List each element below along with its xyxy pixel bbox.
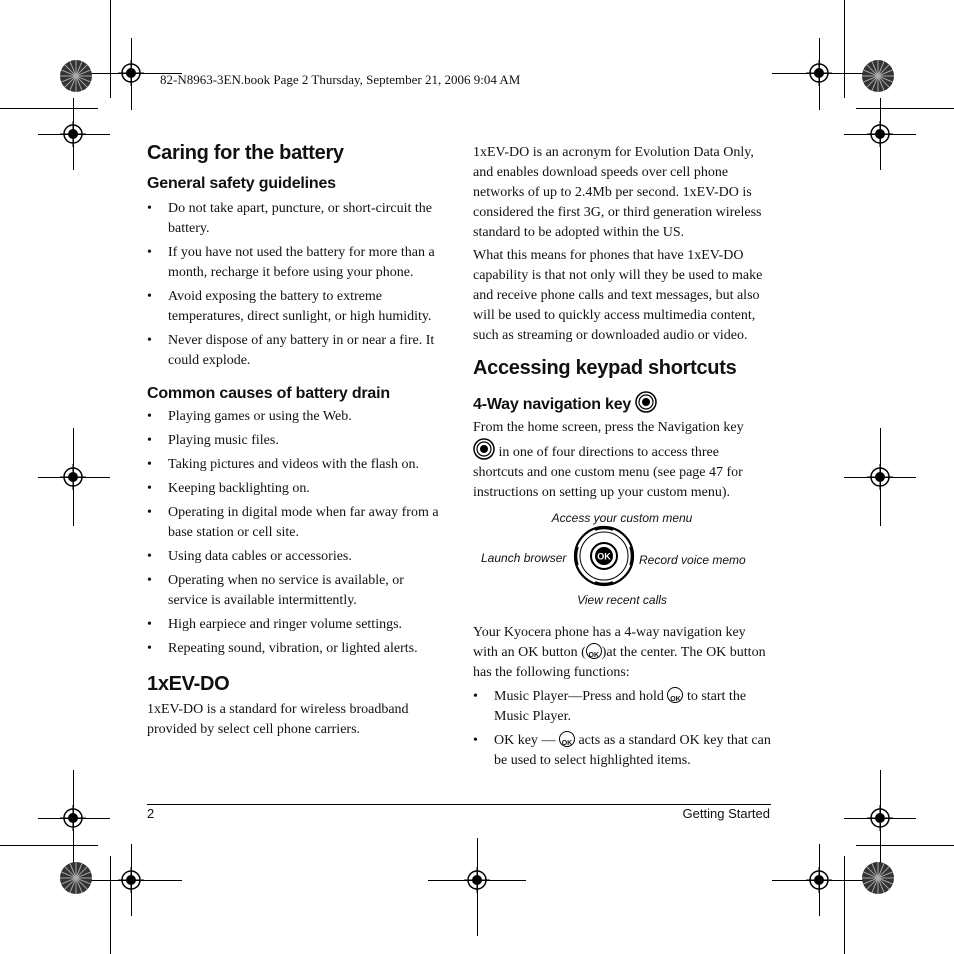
list-item: • Repeating sound, vibration, or lighted alerts. — [147, 639, 447, 659]
list-item: • Using data cables or accessories. — [147, 547, 447, 567]
list-item: • Avoid exposing the battery to extreme temperatures, direct sunlight, or high humidity. — [147, 287, 447, 327]
registration-mark-icon — [867, 464, 893, 490]
heading-nav-key-label: 4-Way navigation key — [473, 396, 632, 413]
registration-mark-icon — [60, 805, 86, 831]
registration-mark-icon — [118, 60, 144, 86]
diagram-center-label: OK — [597, 551, 611, 562]
list-item: • Operating when no service is available, or service is available intermittently. — [147, 571, 447, 611]
navigation-key-icon — [635, 391, 657, 413]
ok-button-icon — [667, 687, 683, 703]
registration-mark-icon — [806, 60, 832, 86]
registration-mark-icon — [118, 867, 144, 893]
registration-mark-icon — [867, 805, 893, 831]
diagram-label-left: Launch browser — [481, 551, 567, 565]
starburst-target-icon — [59, 861, 93, 895]
list-item: • Operating in digital mode when far away from a base station or cell site. — [147, 503, 447, 543]
evdo-intro-paragraph: 1xEV-DO is a standard for wireless broadband provided by select cell phone carriers. — [147, 702, 409, 737]
list-item: • If you have not used the battery for more than a month, recharge it before using your phone. — [147, 243, 447, 283]
starburst-target-icon — [861, 861, 895, 895]
safety-list — [147, 199, 447, 371]
footer-section-title: Getting Started — [682, 806, 770, 821]
ok-button-icon — [586, 643, 602, 659]
nav-intro-part-b: in one of four directions to access three shortcuts and one custom menu (see page 47 for instructions on setting up your custom menu). — [473, 445, 743, 500]
function-text-before: OK key — — [494, 733, 556, 748]
list-item — [473, 731, 771, 771]
registration-mark-icon — [867, 121, 893, 147]
heading-battery-drain: Common causes of battery drain — [147, 385, 390, 402]
footer-rule — [147, 804, 771, 805]
diagram-label-down: View recent calls — [577, 593, 667, 607]
starburst-target-icon — [861, 59, 895, 93]
nav-intro-paragraph — [473, 418, 771, 503]
ok-intro-part-a: Your Kyocera phone has a 4-way navigation key with an OK button ( — [473, 625, 746, 660]
drain-list — [147, 407, 447, 659]
section-title-battery: Caring for the battery — [147, 142, 344, 164]
ok-button-icon — [559, 731, 575, 747]
right-column — [473, 143, 771, 775]
registration-mark-icon — [464, 867, 490, 893]
evdo-paragraph-2: What this means for phones that have 1xEV-DO capability is that not only will they be used to make and receive phone calls and text messages, but also will be used to quickly access multimedia content, such as streaming or downloaded audio or video. — [473, 248, 763, 343]
diagram-label-up: Access your custom menu — [551, 511, 693, 525]
ok-intro-paragraph — [473, 623, 771, 683]
list-item: • High earpiece and ringer volume settings. — [147, 615, 447, 635]
function-text-before: Music Player—Press and hold — [494, 689, 664, 704]
function-text-after: to start the Music Player. — [494, 689, 747, 724]
book-slug: 82-N8963-3EN.book Page 2 Thursday, September 21, 2006 9:04 AM — [160, 72, 521, 87]
evdo-paragraph-1: 1xEV-DO is an acronym for Evolution Data Only, and enables download speeds over cell phone networks of up to 2.4Mb per second. 1xEV-DO is considered the first 3G, or third generation wireless standard to be adopted within the US. — [473, 145, 762, 240]
starburst-target-icon — [59, 59, 93, 93]
section-title-evdo: 1xEV-DO — [147, 673, 230, 695]
nav-intro-part-a: From the home screen, press the Navigation key — [473, 420, 744, 435]
list-item: • Playing games or using the Web. — [147, 407, 447, 427]
list-item: • Never dispose of any battery in or near a fire. It could explode. — [147, 331, 447, 371]
list-item: • Taking pictures and videos with the flash on. — [147, 455, 447, 475]
page-number: 2 — [147, 806, 155, 821]
registration-mark-icon — [806, 867, 832, 893]
registration-mark-icon — [60, 121, 86, 147]
diagram-label-right: Record voice memo — [639, 553, 746, 567]
registration-mark-icon — [60, 464, 86, 490]
navigation-key-icon — [473, 438, 495, 460]
left-column — [147, 142, 447, 740]
ok-intro-part-b: )at the center. The OK button has the following functions: — [473, 645, 766, 680]
ok-functions-list — [473, 687, 771, 771]
section-title-shortcuts: Accessing keypad shortcuts — [473, 357, 737, 379]
heading-safety-guidelines: General safety guidelines — [147, 175, 336, 192]
navigation-key-diagram-icon — [573, 525, 635, 587]
function-text-after: acts as a standard OK key that can be used to select highlighted items. — [494, 733, 771, 768]
heading-nav-key — [473, 391, 771, 414]
list-item: • Do not take apart, puncture, or short-circuit the battery. — [147, 199, 447, 239]
list-item: • Keeping backlighting on. — [147, 479, 447, 499]
nav-key-diagram — [473, 511, 771, 615]
list-item — [473, 687, 771, 727]
list-item: • Playing music files. — [147, 431, 447, 451]
